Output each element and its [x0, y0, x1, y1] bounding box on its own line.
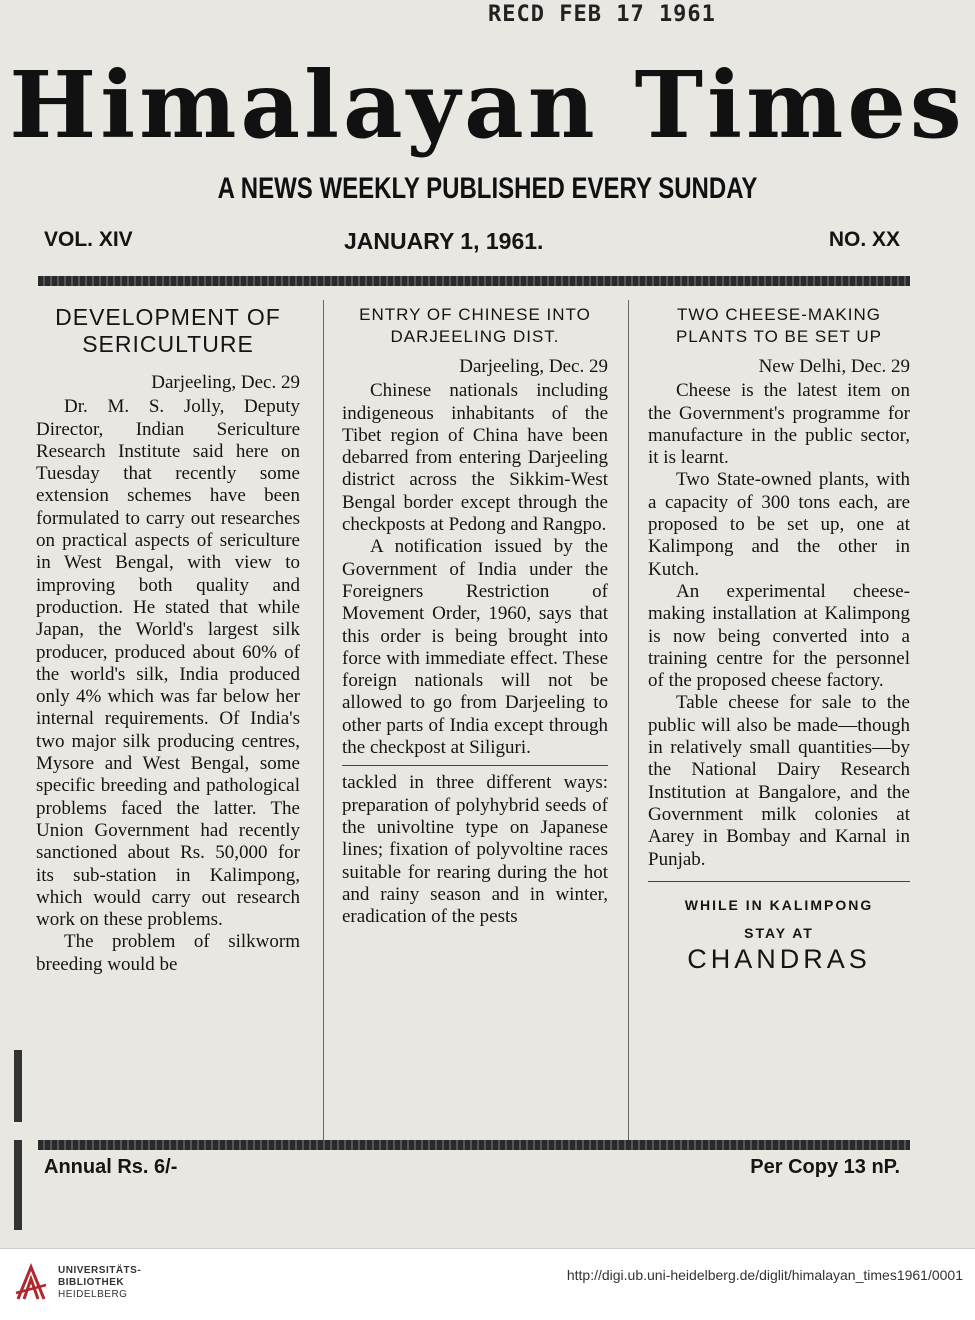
article-paragraph: Two State-owned plants, with a capacity of 300 tons each, are proposed to be set up, one at Kalimpong and the other in Kutch.	[648, 469, 910, 580]
binding-edge	[14, 1050, 22, 1230]
top-rule	[38, 276, 910, 286]
received-stamp: RECD FEB 17 1961	[488, 2, 716, 27]
continued-sericulture-text: tackled in three different ways: preparation of polyhybrid seeds of the univoltine type on Japanese lines; fixation of polyvoltine races suitable for rearing during the hot and rainy season and in winter, eradication of the pests	[342, 772, 608, 928]
article-chinese-entry	[342, 304, 608, 928]
library-logo-icon	[14, 1263, 48, 1303]
article-headline: TWO CHEESE-MAKING PLANTS TO BE SET UP	[675, 305, 883, 346]
article-cheese-plants	[648, 304, 910, 975]
article-headline: DEVELOPMENT OF SERICULTURE	[55, 304, 281, 357]
article-sericulture	[36, 304, 300, 976]
masthead-title: Himalayan Times	[9, 51, 966, 159]
column-divider	[323, 300, 324, 1140]
advert-hotel-name: CHANDRAS	[687, 944, 871, 975]
article-paragraph: Cheese is the latest item on the Government's programme for manufacture in the public sector, it is learnt.	[648, 380, 910, 469]
section-rule	[648, 881, 910, 882]
masthead-tagline: A NEWS WEEKLY PUBLISHED EVERY SUNDAY	[217, 172, 758, 205]
section-rule	[342, 765, 608, 766]
issue-line	[44, 228, 900, 262]
article-dateline: New Delhi, Dec. 29	[758, 356, 910, 377]
volume-label: VOL. XIV	[44, 228, 133, 251]
advert-line: STAY AT	[744, 925, 814, 942]
chandras-advert	[648, 894, 910, 975]
source-url-link[interactable]: http://digi.ub.uni-heidelberg.de/diglit/himalayan_times1961/0001	[566, 1267, 963, 1283]
article-headline: ENTRY OF CHINESE INTO DARJEELING DIST.	[359, 305, 591, 346]
issue-number: NO. XX	[828, 228, 900, 251]
article-dateline: Darjeeling, Dec. 29	[151, 372, 300, 393]
article-paragraph: Chinese nationals including indigeneous inhabitants of the Tibet region of China have been debarred from entering Darjeeling district across the Sikkim-West Bengal border except through the checkposts at Pedong and Rangpo.	[342, 380, 608, 536]
column-divider	[628, 300, 629, 1140]
article-paragraph: A notification issued by the Government of India under the Foreigners Restriction of Movement Order, 1960, says that this order is being brought into force with immediate effect. These foreign nationals will not be allowed to go from Darjeeling to other parts of India except through the checkpost at Siliguri.	[342, 536, 608, 759]
library-footer-bar	[0, 1248, 975, 1320]
annual-price: Annual Rs. 6/-	[44, 1156, 178, 1178]
article-paragraph: An experimental cheese-making installation at Kalimpong is now being converted into a training centre for the personnel of the proposed cheese factory.	[648, 580, 910, 692]
bottom-rule	[38, 1140, 910, 1150]
advert-line: WHILE IN KALIMPONG	[684, 896, 874, 913]
per-copy-price: Per Copy 13 nP.	[750, 1156, 900, 1178]
library-name: UNIVERSITÄTS- BIBLIOTHEK HEIDELBERG	[58, 1265, 142, 1300]
article-paragraph: The problem of silkworm breeding would be	[36, 931, 300, 975]
article-dateline: Darjeeling, Dec. 29	[459, 356, 608, 377]
article-paragraph: Table cheese for sale to the public will also be made—though in relatively small quantities—by the National Dairy Research Institution at Bangalore, and the Government milk colonies at Aarey in Bombay and Karnal in Punjab.	[648, 692, 910, 870]
issue-date: JANUARY 1, 1961.	[344, 228, 544, 254]
article-paragraph: Dr. M. S. Jolly, Deputy Director, Indian Sericulture Research Institute said here on Tuesday that recently some extension schemes have been formulated to carry out researches on practical aspects of sericulture in West Bengal, with view to improving both quality and production. He stated that while Japan, the World's largest silk producer, produced about 60% of the world's silk, India produced only 4% which was far below her internal requirements. Of India's two major silk producing centres, Mysore and West Bengal, some specific breeding and pathological problems faced the latter. The Union Government had recently sanctioned about Rs. 50,000 for its sub-station in Kalimpong, which would carry out research work on these problems.	[36, 396, 300, 931]
